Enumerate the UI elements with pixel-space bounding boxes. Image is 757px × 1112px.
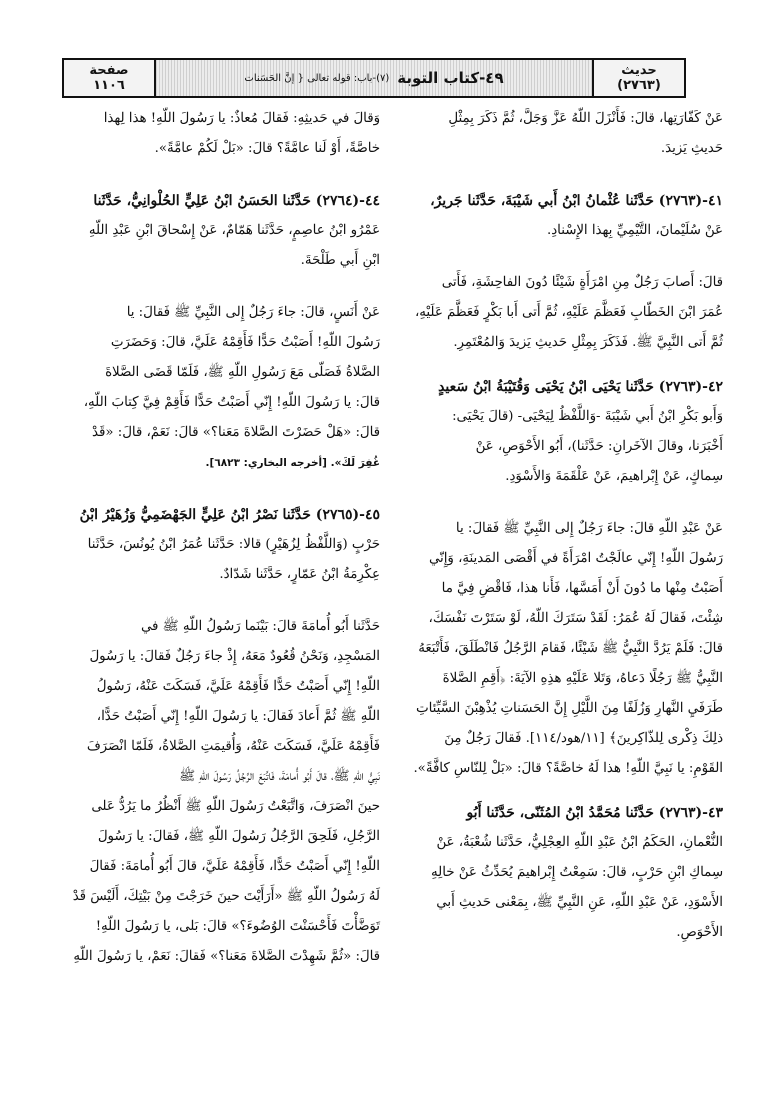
text-line: تَوَضَّأْتَ فَأَحْسَنْتَ الوُضُوءَ؟» قالَ: بَلى، يا رَسُولَ اللّهِ! (95, 919, 380, 934)
text-line: اللّهِ! إِنّي أَصَبْتُ حَدًّا، فَأَقِمْهُ عَلَيَّ، قالَ أَبُو أُمامَةَ: فَقالَ (89, 859, 380, 874)
text-line: وَقالَ في حَديثِهِ: فَقالَ مُعاذٌ: يا رَسُولَ اللّهِ! هذا لِهذا (103, 111, 380, 126)
page-number: ١١٠٦ (93, 78, 125, 93)
text-line: حينَ انْصَرَفَ، وَاتَّبَعْتُ رَسُولَ اللّهِ ﷺ أَنْظُرُ ما يَرُدُّ عَلى (91, 799, 380, 814)
text-line: حَرْبٍ (وَاللَّفْظُ لِزُهَيْرٍ) قالا: حَدَّثَنا عُمَرُ ابْنُ يُونُسَ، حَدَّثَنا (87, 537, 380, 552)
text-line: عَنْ أَنَسٍ، قالَ: جاءَ رَجُلٌ إِلى النَّبِيِّ ﷺ فَقالَ: يا (126, 305, 380, 320)
text-line: فَأَقِمْهُ عَلَيَّ، فَسَكَتَ عَنْهُ، وَأُقيمَتِ الصَّلاةُ، فَلَمّا انْصَرَفَ (86, 739, 380, 754)
text-line: عُمَرَ ابْنَ الخَطّابِ فَعَظَّمَ عَلَيْهِ، ثُمَّ أَتى أَبا بَكْرٍ فَعَظَّمَ عَلَيْهِ، (415, 305, 723, 320)
page-label: صفحة (89, 63, 129, 78)
hadith-label: حديث (621, 63, 657, 78)
hadith-heading: ٤٣-(٢٧٦٣) حَدَّثَنا مُحَمَّدُ ابْنُ المُثَنّى، حَدَّثَنا أَبُو (466, 805, 723, 821)
text-line: حَدَّثَنا أَبُو أُمامَةَ قالَ: بَيْنَما رَسُولُ اللّهِ ﷺ في (140, 619, 380, 634)
hadith-heading: ٤٥-(٢٧٦٥) حَدَّثَنا نَصْرُ ابْنُ عَلِيٍّ الجَهْضَمِيُّ وَزُهَيْرُ ابْنُ (79, 507, 380, 523)
book-chapter-band (156, 60, 592, 96)
text-line: سِماكِ ابْنِ حَرْبٍ، قالَ: سَمِعْتُ إِبْراهيمَ يُحَدِّثُ عَنْ خالِهِ (431, 865, 723, 880)
text-line: قالَ: «هَلْ حَضَرْتَ الصَّلاةَ مَعَنا؟» قالَ: نَعَمْ، قالَ: «قَدْ (92, 425, 380, 440)
text-line: حَديثِ يَزيدَ. (660, 141, 723, 156)
text-line: سِماكٍ، عَنْ إِبْراهيمَ، عَنْ عَلْقَمَةَ وَالأَسْوَدِ. (505, 469, 723, 484)
chapter-title: (٧)-باب: قوله تعالى { إنَّ الحَسَنات (244, 72, 390, 84)
text-line: اللّهِ ﷺ ثُمَّ أَعادَ فَقالَ: يا رَسُولَ اللّهِ! إِنّي أَصَبْتُ حَدًّا، (96, 709, 380, 724)
left-text-column (62, 104, 380, 972)
text-line: الأَسْوَدِ، عَنْ عَبْدِ اللّهِ، عَنِ النَّبِيِّ ﷺ، بِمَعْنى حَديثِ أَبي (436, 895, 723, 910)
text-line: القَوْمِ: يا نَبِيَّ اللّهِ! هذا لَهُ خاصَّةً؟ قالَ: «بَلْ لِلنّاسِ كافَّةً». (413, 761, 723, 776)
text-line: النُّعْمانِ، الحَكَمُ ابْنُ عَبْدِ اللّهِ العِجْلِيُّ، حَدَّثَنا شُعْبَةُ، عَنْ (436, 835, 723, 850)
text-line: الصَّلاةُ فَصَلّى مَعَ رَسُولِ اللّهِ ﷺ، فَلَمّا قَضَى الصَّلاةَ (105, 365, 380, 380)
text-line: أَصَبْتُ مِنْها ما دُونَ أَنْ أَمَسَّها، فَأَنا هذا، فَاقْضِ فِيَّ ما (441, 581, 723, 596)
text-line: عَنْ عَبْدِ اللّهِ قالَ: جاءَ رَجُلٌ إِلى النَّبِيِّ ﷺ فَقالَ: يا (455, 521, 723, 536)
text-line: قالَ: «ثُمَّ شَهِدْتَ الصَّلاةَ مَعَنا؟» فَقالَ: نَعَمْ، يا رَسُولَ اللّهِ (73, 949, 380, 964)
page-header (62, 58, 686, 98)
hadith-number: (٢٧٦٣) (617, 78, 661, 93)
page-number-box (64, 60, 156, 96)
hadith-heading: ٤٢-(٢٧٦٣) حَدَّثَنا يَحْيَى ابْنُ يَحْيَى وَقُتَيْبَةُ ابْنُ سَعيدٍ (438, 379, 723, 395)
text-line: قالَ: فَلَمْ يَرُدَّ النَّبِيُّ ﷺ شَيْئًا، فَقامَ الرَّجُلُ فَانْطَلَقَ، فَأَتْبَعَهُ (418, 641, 723, 656)
right-text-column (405, 104, 723, 948)
text-line: قالَ: يا رَسُولَ اللّهِ! إِنّي أَصَبْتُ حَدًّا فَأَقِمْ فِيَّ كِتابَ اللّهِ، (83, 395, 380, 410)
text-line: طَرَفَيِ النَّهارِ وَزُلَفًا مِنَ اللَّيْلِ إِنَّ الحَسَناتِ يُذْهِبْنَ السَّيِّئاتِ (416, 701, 723, 716)
text-line: رَسُولَ اللّهِ! إِنّي عالَجْتُ امْرَأَةً في أَقْصَى المَدينَةِ، وَإِنّي (428, 551, 723, 566)
text-line: وَأَبو بَكْرِ ابْنُ أَبي شَيْبَةَ -وَاللَّفْظُ لِيَحْيَى- (قالَ يَحْيَى: (452, 409, 723, 424)
text-line: لَهُ رَسُولُ اللّهِ ﷺ «أَرَأَيْتَ حينَ خَرَجْتَ مِنْ بَيْتِكَ، أَلَيْسَ قَدْ (72, 889, 380, 904)
text-line: عَنْ سُلَيْمانَ، التَّيْمِيِّ بِهذا الإِسْنادِ. (547, 223, 723, 238)
text-line: النَّبِيُّ ﷺ رَجُلًا دَعاهُ، وَتَلا عَلَيْهِ هذِهِ الآيَةَ: ﴿أَقِمِ الصَّلاةَ (442, 671, 723, 686)
text-line: قالَ: أَصابَ رَجُلٌ مِنِ امْرَأَةٍ شَيْئًا دُونَ الفاحِشَةِ، فَأَتى (441, 275, 723, 290)
hadith-number-box (592, 60, 684, 96)
text-line: ذلِكَ ذِكْرى لِلذّاكِرينَ﴾ [١١/هود/١١٤]. فَقالَ رَجُلٌ مِنَ (444, 731, 723, 746)
text-line: الأَحْوَصِ. (676, 925, 723, 940)
text-line: اللّهِ! إِنّي أَصَبْتُ حَدًّا فَأَقِمْهُ عَلَيَّ، فَسَكَتَ عَنْهُ، رَسُولُ (96, 679, 380, 694)
text-line: عَنْ كَفّارَتِها، قالَ: فَأَنْزَلَ اللّهُ عَزَّ وَجَلَّ، ثُمَّ ذَكَرَ بِمِثْلِ (448, 111, 723, 126)
hadith-heading: ٤١-(٢٧٦٣) حَدَّثَنا عُثْمانُ ابْنُ أَبي شَيْبَةَ، حَدَّثَنا جَريرٌ، (430, 193, 723, 209)
text-line: ثُمَّ أَتى النَّبِيَّ ﷺ. فَذَكَرَ بِمِثْلِ حَديثِ يَزيدَ وَالمُعْتَمِرِ. (453, 335, 723, 350)
hadith-heading: ٤٤-(٢٧٦٤) حَدَّثَنا الحَسَنُ ابْنُ عَلِيٍّ الحُلْوانِيُّ، حَدَّثَنا (93, 193, 380, 209)
text-line: الرَّجُلِ، فَلَحِقَ الرَّجُلُ رَسُولَ اللّهِ ﷺ، فَقالَ: يا رَسُولَ (97, 829, 380, 844)
text-line: عِكْرِمَةُ ابْنُ عَمّارٍ، حَدَّثَنا شَدّادٌ. (219, 567, 380, 582)
text-line: شِئْتَ، فَقالَ لَهُ عُمَرُ: لَقَدْ سَتَرَكَ اللّهُ، لَوْ سَتَرْتَ نَفْسَكَ، (428, 611, 723, 626)
citation-line: غُفِرَ لَكَ». [أخرجه البخاري: ٦٨٢٣]. (205, 457, 380, 469)
text-line: رَسُولَ اللّهِ! أَصَبْتُ حَدًّا فَأَقِمْهُ عَلَيَّ، قالَ: وَحَضَرَتِ (110, 335, 380, 350)
text-line: المَسْجِدِ، وَنَحْنُ قُعُودٌ مَعَهُ، إِذْ جاءَ رَجُلٌ فَقالَ: يا رَسُولَ (89, 649, 380, 664)
text-line: ابْنِ أَبي طَلْحَةَ. (300, 253, 380, 268)
text-line: نَبِيُّ اللّهِ ﷺ، قالَ أَبُو أُمامَةَ، فَاتَّبَعَ الرَّجُلُ رَسُولَ اللّهِ ﷺ (179, 769, 380, 784)
book-title: ٤٩-كتاب التوبة (397, 69, 504, 87)
text-line: عَمْرُو ابْنُ عاصِمٍ، حَدَّثَنا هَمّامٌ، عَنْ إِسْحاقَ ابْنِ عَبْدِ اللّهِ (88, 223, 380, 238)
text-line: أَخْبَرَنا، وقالَ الآخَرانِ: حَدَّثَنا)، أَبُو الأَحْوَصِ، عَنْ (475, 439, 723, 454)
text-line: خاصَّةً، أَوْ لَنا عامَّةً؟ قالَ: «بَلْ لَكُمْ عامَّةً». (154, 141, 380, 156)
